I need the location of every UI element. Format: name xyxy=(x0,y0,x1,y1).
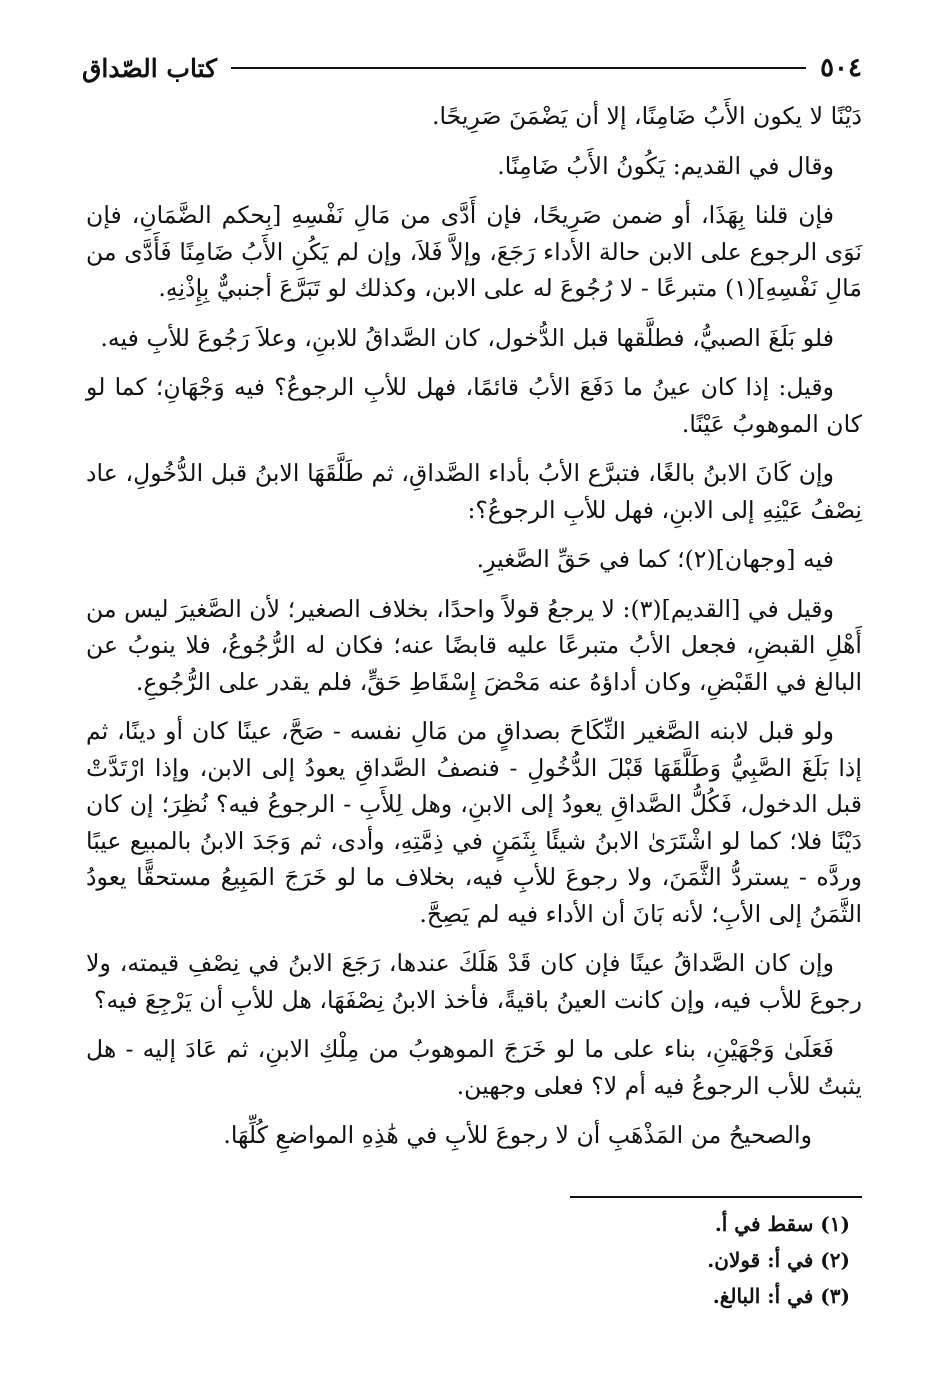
paragraph-3: فإن قلنا بِهَذَا، أو ضمن صَرِيحًا، فإن أَدَّى من مَالِ نَفْسِهِ [بِحكم الضَّمَانِ، فإن نَوَى الرجوع على الابن حالة الأداء رَجَعَ، وإلاَّ فَلاَ، وإن لم يَكُنِ الأَبُ ضَامِنًا فَأَدَّى من مَالِ نَفْسِهِ](١) متبرعًا - لا رُجُوعَ له على الابن، وكذلك لو تَبَرَّعَ أجنبيٌّ بِإِذْنِهِ. xyxy=(86,201,862,302)
paragraph-12: والصحيحُ من المَذْهَبِ أن لا رجوعَ للأبِ في هَٰذِهِ المواضعِ كُلِّهَا. xyxy=(223,1121,812,1149)
paragraph-8: وقيل في [القديم](٣): لا يرجعُ قولاً واحدًا، بخلاف الصغير؛ لأن الصَّغيرَ ليس من أَهْلِ القبضِ، فجعل الأبُ متبرعًا عليه قابضًا عنه؛ فكان له الرُّجُوعُ، فلا ينوبُ عن البالغ في القَبْضِ، وكان أداؤهُ عنه مَحْضَ إِسْقَاطِ حَقٍّ، فلم يقدر على الرُّجُوعِ. xyxy=(86,594,862,696)
book-title: كتاب الصّداق xyxy=(82,53,218,83)
footnote-3: (٣) في أ: البالغ. xyxy=(712,1284,850,1308)
footnote-2: (٢) في أ: قولان. xyxy=(707,1248,850,1272)
paragraph-4: فلو بَلَغَ الصبيُّ، فطلَّقها قبل الدُّخول، كان الصَّداقُ للابنِ، وعلاَ رَجُوعَ للأبِ فيه. xyxy=(100,323,834,352)
paragraph-11: فَعَلَىٰ وَجْهَيْنِ، بناء على ما لو خَرَجَ الموهوبُ من مِلْكِ الابنِ، ثم عَادَ إليه - هل يثبتُ للأب الرجوعُ فيه أم لا؟ فعلى وجهين. xyxy=(86,1035,862,1100)
paragraph-1: دَيْنًا لا يكون الأَبُ ضَامِنًا، إلا أن يَضْمَنَ صَرِيحًا. xyxy=(431,102,862,130)
paragraph-9: ولو قبل لابنه الصَّغير النِّكَاحَ بصداقٍ من مَالِ نفسه - صَحَّ، عينًا كان أو دينًا، ثم إذا بَلَغَ الصَّبِيُّ وَطَلَّقَهَا قَبْلَ الدُّخُولِ - فنصفُ الصَّداقِ يعودُ إلى الابن، وإذا ارْتَدَّتْ قبل الدخول، فَكُلُّ الصَّداقِ يعودُ إلى الابنِ، وهل لِلأَبِ - الرجوعُ فيه؟ نُظِرَ؛ إن كان دَيْنًا فلا؛ كما لو اشْتَرَىٰ الابنُ شيئًا بِثَمَنٍ في ذِمَّتِهِ، وأدى، ثم وَجَدَ الابنُ بالمبيع عيبًا وردَّه - يستردُّ الثَّمَنَ، ولا رجوعَ للأبِ فيه، بخلاف ما لو خَرَجَ المَبِيعُ مستحقًّا يعودُ الثَّمَنُ إلى الأبِ؛ لأنه بَانَ أن الأداء فيه لم يَصِحَّ. xyxy=(86,717,862,928)
page-header xyxy=(82,48,862,88)
header-rule xyxy=(231,67,806,69)
footnote-1: (١) سقط في أ. xyxy=(714,1212,850,1236)
paragraph-10: وإن كان الصَّداقُ عينًا فإن كان قَدْ هَلَكَ عندها، رَجَعَ الابنُ في نِصْفِ قيمته، ولا رجوعَ للأب فيه، وإن كانت العينُ باقيةً، فأخذ الابنُ نِصْفَهَا، هل للأبِ أن يَرْجِعَ فيه؟ xyxy=(86,949,862,1014)
footnotes xyxy=(86,1206,850,1314)
paragraph-2: وقال في القديم: يَكُونُ الأَبُ ضَامِنًا. xyxy=(497,151,834,180)
page-number: ٥٠٤ xyxy=(820,53,862,83)
paragraph-5: وقيل: إذا كان عينُ ما دَفَعَ الأبُ قائمًا، فهل للأبِ الرجوعُ؟ فيه وَجْهَانِ؛ كما لو كان الموهوبُ عَيْنًا. xyxy=(86,373,862,438)
paragraph-7: فيه [وجهان](٢)؛ كما في حَقِّ الصَّغيرِ. xyxy=(476,545,834,573)
main-text xyxy=(86,98,862,1167)
paragraph-6: وإن كَانَ الابنُ بالغًا، فتبرَّع الأبُ بأداء الصَّداقِ، ثم طَلَّقَهَا الابنُ قبل الدُّخُولِ، عاد نِصْفُ عَيْنِهِ إلى الابنِ، فهل للأبِ الرجوعُ؟: xyxy=(86,459,862,524)
footnote-rule xyxy=(570,1196,862,1198)
